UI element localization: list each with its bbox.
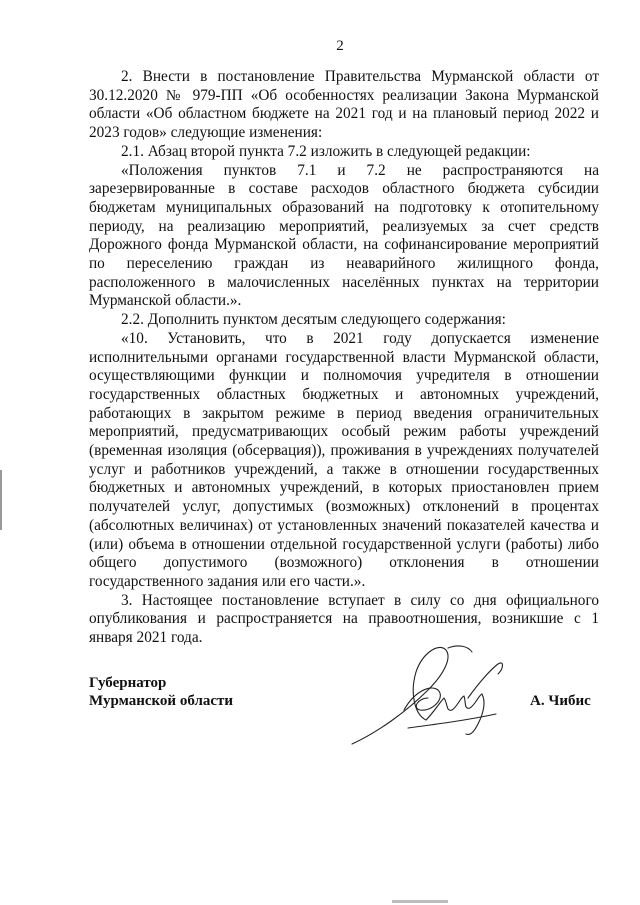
paragraph-3: 3. Настоящее постановление вступает в силу со дня официального опубликования и распространяется на правоотношения, возникшие с 1 января 2021 года. <box>89 591 599 647</box>
paragraph-quote-7-2: «Положения пунктов 7.1 и 7.2 не распространяются на зарезервированные в составе расходов областного бюджета субсидии бюджетам муниципальных образований на подготовку к отопительному периоду, на реализацию мероприятий, реализуемых за счет средств Дорожного фонда Мурманской области, на софинансирование мероприятий по переселению граждан из неаварийного жилищного фонда, расположенного в малочисленных населённых пунктах на территории Мурманской области.». <box>89 161 599 310</box>
page-number: 2 <box>336 38 344 54</box>
signature-title-line-1: Губернатор <box>89 675 167 691</box>
document-body <box>89 68 599 648</box>
paragraph-2: 2. Внести в постановление Правительства Мурманской области от 30.12.2020 № 979-ПП «Об особенностях реализации Закона Мурманской области «Об областном бюджете на 2021 год и на плановый период 2022 и 2023 годов» следующие изменения: <box>89 68 599 142</box>
paragraph-2-2: 2.2. Дополнить пунктом десятым следующего содержания: <box>121 311 506 329</box>
signature-title-line-2: Мурманской области <box>89 693 234 709</box>
paragraph-2-1: 2.1. Абзац второй пункта 7.2 изложить в следующей редакции: <box>121 142 531 160</box>
handwritten-signature <box>348 640 508 750</box>
paragraph-quote-10: «10. Установить, что в 2021 году допускается изменение исполнительными органами государственной власти Мурманской области, осуществляющими функции и полномочия учредителя в отношении государственных областных бюджетных и автономных учреждений, работающих в закрытом режиме в период введения ограничительных мероприятий, предусматривающих особый режим работы учреждений (временная изоляция (обсервация)), проживания в учреждениях получателей услуг и работников учреждений, а также в отношении государственных бюджетных и автономных учреждений, в которых приостановлен прием получателей услуг, допустимых (возможных) отклонений в процентах (абсолютных величинах) от установленных значений показателей качества и (или) объема в отношении отдельной государственной услуги (работы) либо общего допустимого (возможного) отклонения в отношении государственного задания или его части.». <box>89 329 599 590</box>
scan-artifact-bottom <box>392 900 448 903</box>
signer-name: А. Чибис <box>530 693 591 709</box>
signature-title <box>89 674 233 710</box>
scan-artifact-left <box>0 470 2 530</box>
